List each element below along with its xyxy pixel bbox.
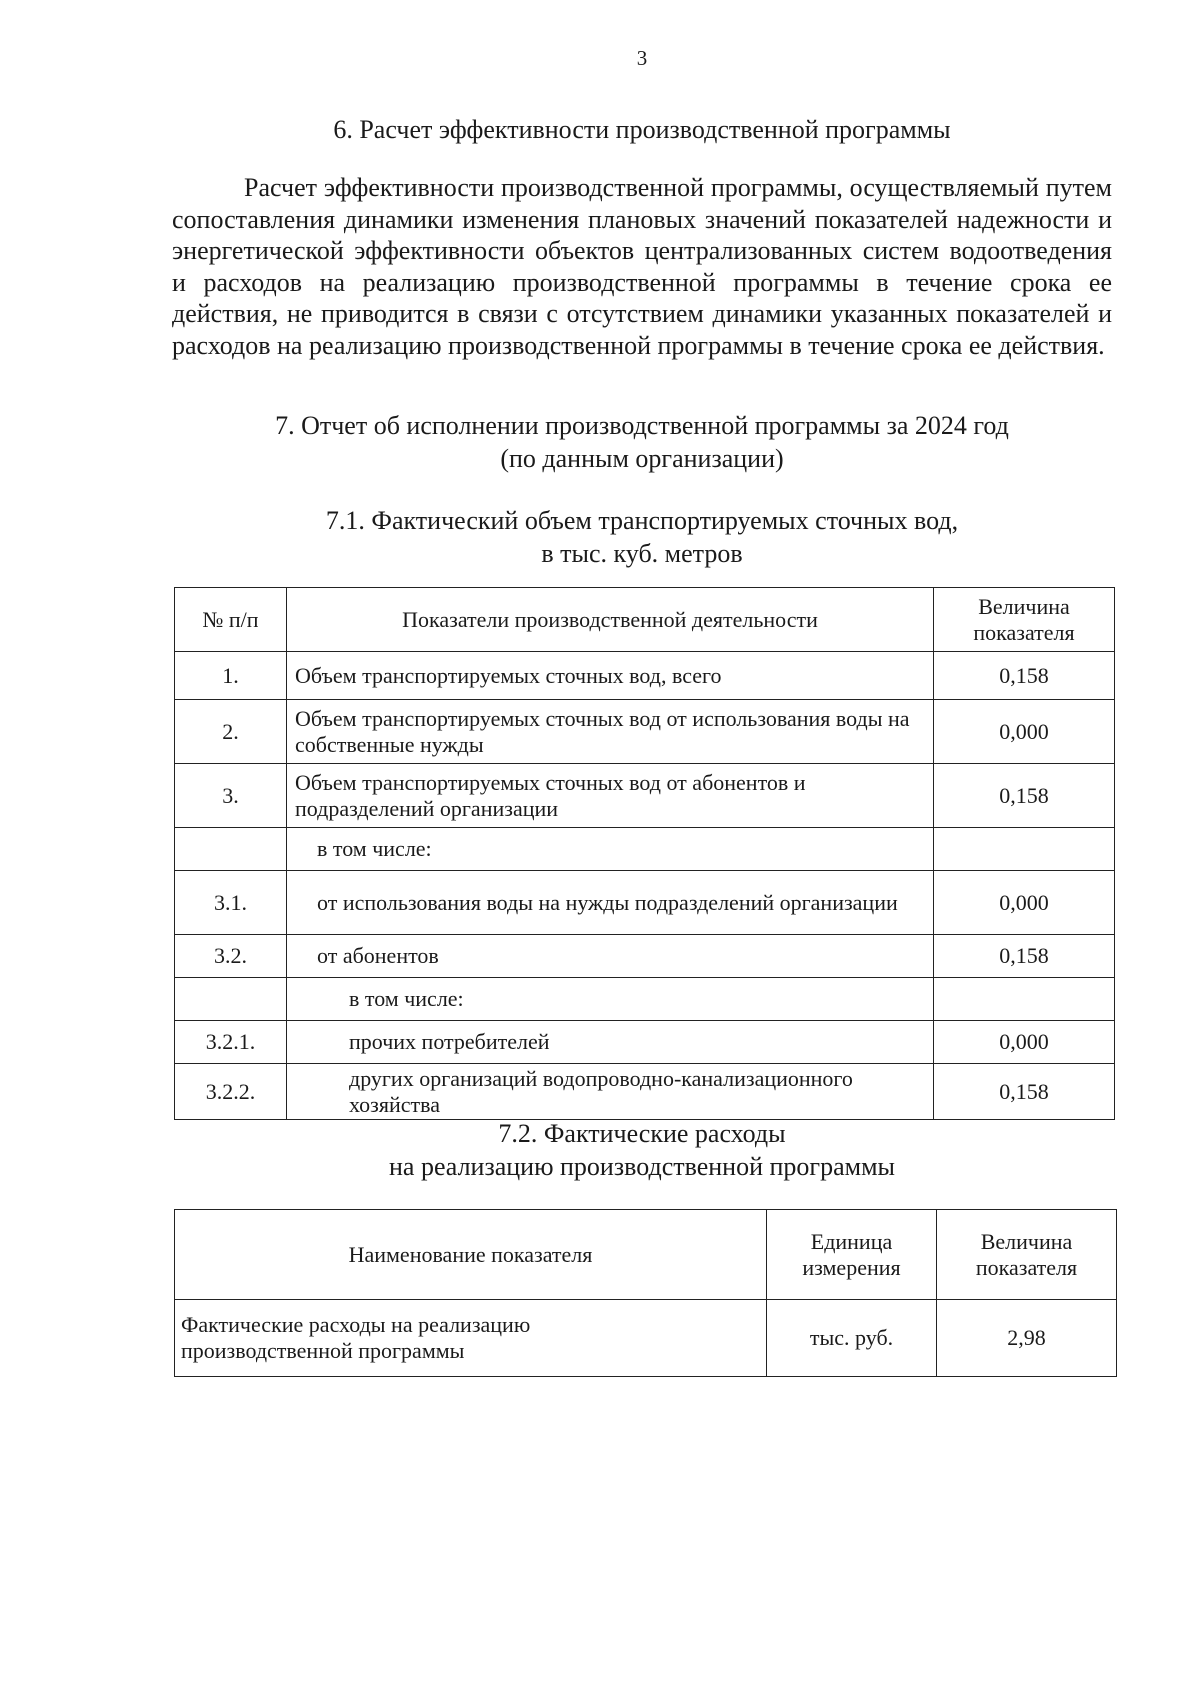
table-row bbox=[175, 1021, 1115, 1064]
section-7-2-title-line1: 7.2. Фактические расходы bbox=[498, 1119, 786, 1148]
section-6-title: 6. Расчет эффективности производственной программы bbox=[333, 115, 951, 144]
table-row bbox=[175, 935, 1115, 978]
table-row bbox=[175, 1064, 1115, 1120]
volume-table bbox=[174, 587, 1115, 1120]
section-6-paragraph: Расчет эффективности производственной программы, осуществляемый путем сопоставления динамики изменения плановых значений показателей надежности и энергетической эффективности объектов централизованных систем водоотведения и расходов на реализацию производственной программы в течение срока ее действия, не приводится в связи с отсутствием динамики указанных показателей и расходов на реализацию производственной программы в течение срока ее действия. bbox=[172, 173, 1112, 360]
row-value: 0,158 bbox=[934, 764, 1115, 828]
row-indicator: от абонентов bbox=[287, 935, 934, 978]
row-num: 3. bbox=[175, 764, 287, 828]
row-indicator: Объем транспортируемых сточных вод от абонентов и подразделений организации bbox=[287, 764, 934, 828]
header-name: Наименование показателя bbox=[175, 1210, 767, 1300]
section-7-1-title-line2: в тыс. куб. метров bbox=[541, 539, 743, 568]
table-row bbox=[175, 871, 1115, 935]
row-name: Фактические расходы на реализацию производственной программы bbox=[175, 1300, 767, 1377]
header-num: № п/п bbox=[175, 588, 287, 652]
row-indicator: других организаций водопроводно-канализационного хозяйства bbox=[287, 1064, 934, 1120]
table-row bbox=[175, 700, 1115, 764]
row-num bbox=[175, 828, 287, 871]
row-indicator: в том числе: bbox=[287, 978, 934, 1021]
row-indicator: от использования воды на нужды подразделений организации bbox=[287, 871, 934, 935]
page-number: 3 bbox=[636, 46, 648, 70]
row-value: 0,000 bbox=[934, 871, 1115, 935]
row-value bbox=[934, 978, 1115, 1021]
section-7-title-line1: 7. Отчет об исполнении производственной программы за 2024 год bbox=[275, 411, 1009, 440]
row-num bbox=[175, 978, 287, 1021]
table-header-row bbox=[175, 588, 1115, 652]
row-num: 3.2.2. bbox=[175, 1064, 287, 1120]
row-indicator: прочих потребителей bbox=[287, 1021, 934, 1064]
row-indicator: Объем транспортируемых сточных вод, всего bbox=[287, 652, 934, 700]
table-row bbox=[175, 828, 1115, 871]
section-7-1-title-line1: 7.1. Фактический объем транспортируемых сточных вод, bbox=[325, 506, 959, 535]
row-unit: тыс. руб. bbox=[767, 1300, 937, 1377]
section-7-2-title-line2: на реализацию производственной программы bbox=[388, 1152, 895, 1181]
header-value: Величина показателя bbox=[934, 588, 1115, 652]
row-num: 3.1. bbox=[175, 871, 287, 935]
row-value: 0,158 bbox=[934, 935, 1115, 978]
table-row bbox=[175, 764, 1115, 828]
header-value: Величина показателя bbox=[937, 1210, 1117, 1300]
row-num: 1. bbox=[175, 652, 287, 700]
row-value: 0,000 bbox=[934, 700, 1115, 764]
row-value: 0,158 bbox=[934, 652, 1115, 700]
row-indicator: Объем транспортируемых сточных вод от использования воды на собственные нужды bbox=[287, 700, 934, 764]
row-value: 0,000 bbox=[934, 1021, 1115, 1064]
header-indicator: Показатели производственной деятельности bbox=[287, 588, 934, 652]
table-row bbox=[175, 652, 1115, 700]
row-num: 2. bbox=[175, 700, 287, 764]
row-num: 3.2. bbox=[175, 935, 287, 978]
table-row bbox=[175, 1300, 1117, 1377]
row-num: 3.2.1. bbox=[175, 1021, 287, 1064]
row-value: 0,158 bbox=[934, 1064, 1115, 1120]
table-row bbox=[175, 978, 1115, 1021]
header-unit: Единица измерения bbox=[767, 1210, 937, 1300]
row-value bbox=[934, 828, 1115, 871]
expenses-table bbox=[174, 1209, 1117, 1377]
row-value: 2,98 bbox=[937, 1300, 1117, 1377]
table-header-row bbox=[175, 1210, 1117, 1300]
row-indicator: в том числе: bbox=[287, 828, 934, 871]
section-7-title-line2: (по данным организации) bbox=[500, 444, 784, 473]
